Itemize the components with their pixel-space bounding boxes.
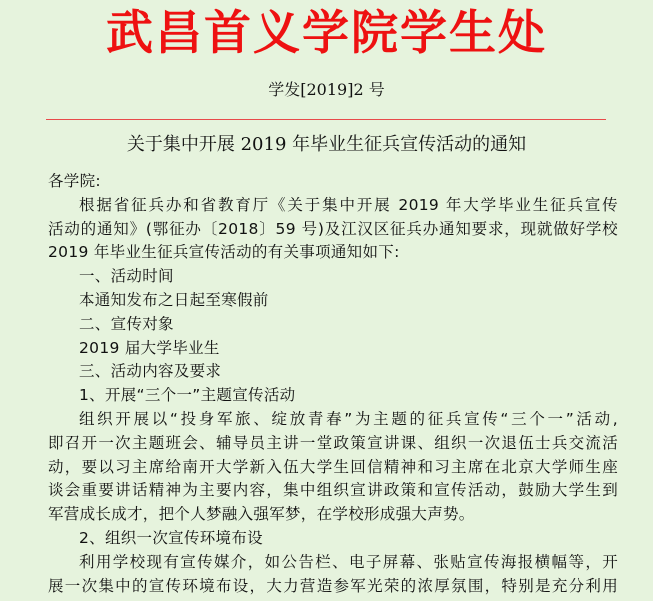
paragraph-line: 即召开一次主题班会、辅导员主讲一堂政策宣讲课、组织一次退伍士兵交流活 bbox=[48, 433, 618, 452]
paragraph-line: 谈会重要讲话精神为主要内容，集中组织宣讲政策和宣传活动，鼓励大学生到 bbox=[48, 481, 618, 500]
section-heading: 一、活动时间 bbox=[79, 267, 174, 286]
paragraph-line: 2019 届大学毕业生 bbox=[79, 338, 220, 357]
subsection-heading: 2、组织一次宣传环境布设 bbox=[79, 528, 263, 547]
paragraph-line: 组织开展以“投身军旅、绽放青春”为主题的征兵宣传“三个一”活动, bbox=[79, 409, 618, 428]
paragraph-line: 根据省征兵办和省教育厅《关于集中开展 2019 年大学毕业生征兵宣传 bbox=[79, 195, 618, 214]
organization-header: 武昌首义学院学生处 bbox=[106, 6, 547, 61]
paragraph-line: 本通知发布之日起至寒假前 bbox=[79, 290, 269, 309]
paragraph-line: 动，要以习主席给南开大学新入伍大学生回信精神和习主席在北京大学师生座 bbox=[48, 457, 618, 476]
section-heading: 三、活动内容及要求 bbox=[79, 362, 222, 381]
paragraph-line: 2019 年毕业生征兵宣传活动的有关事项通知如下: bbox=[48, 243, 400, 262]
document-title: 关于集中开展 2019 年毕业生征兵宣传活动的通知 bbox=[126, 134, 527, 155]
red-divider-line bbox=[46, 119, 606, 120]
salutation: 各学院: bbox=[48, 172, 101, 190]
paragraph-line: 活动的通知》(鄂征办〔2018〕59 号)及江汉区征兵办通知要求，现就做好学校 bbox=[48, 219, 618, 238]
document-body bbox=[48, 170, 618, 598]
section-heading: 二、宣传对象 bbox=[79, 314, 174, 333]
paragraph-line: 军营成长成才，把个人梦融入强军梦，在学校形成强大声势。 bbox=[48, 505, 475, 524]
paragraph-line: 展一次集中的宣传环境布设，大力营造参军光荣的浓厚氛围，特别是充分利用 bbox=[48, 576, 618, 595]
paragraph-line: 利用学校现有宣传媒介，如公告栏、电子屏幕、张贴宣传海报横幅等，开 bbox=[79, 552, 618, 571]
document-number: 学发[2019]2 号 bbox=[268, 80, 385, 99]
subsection-heading: 1、开展“三个一”主题宣传活动 bbox=[79, 386, 296, 405]
